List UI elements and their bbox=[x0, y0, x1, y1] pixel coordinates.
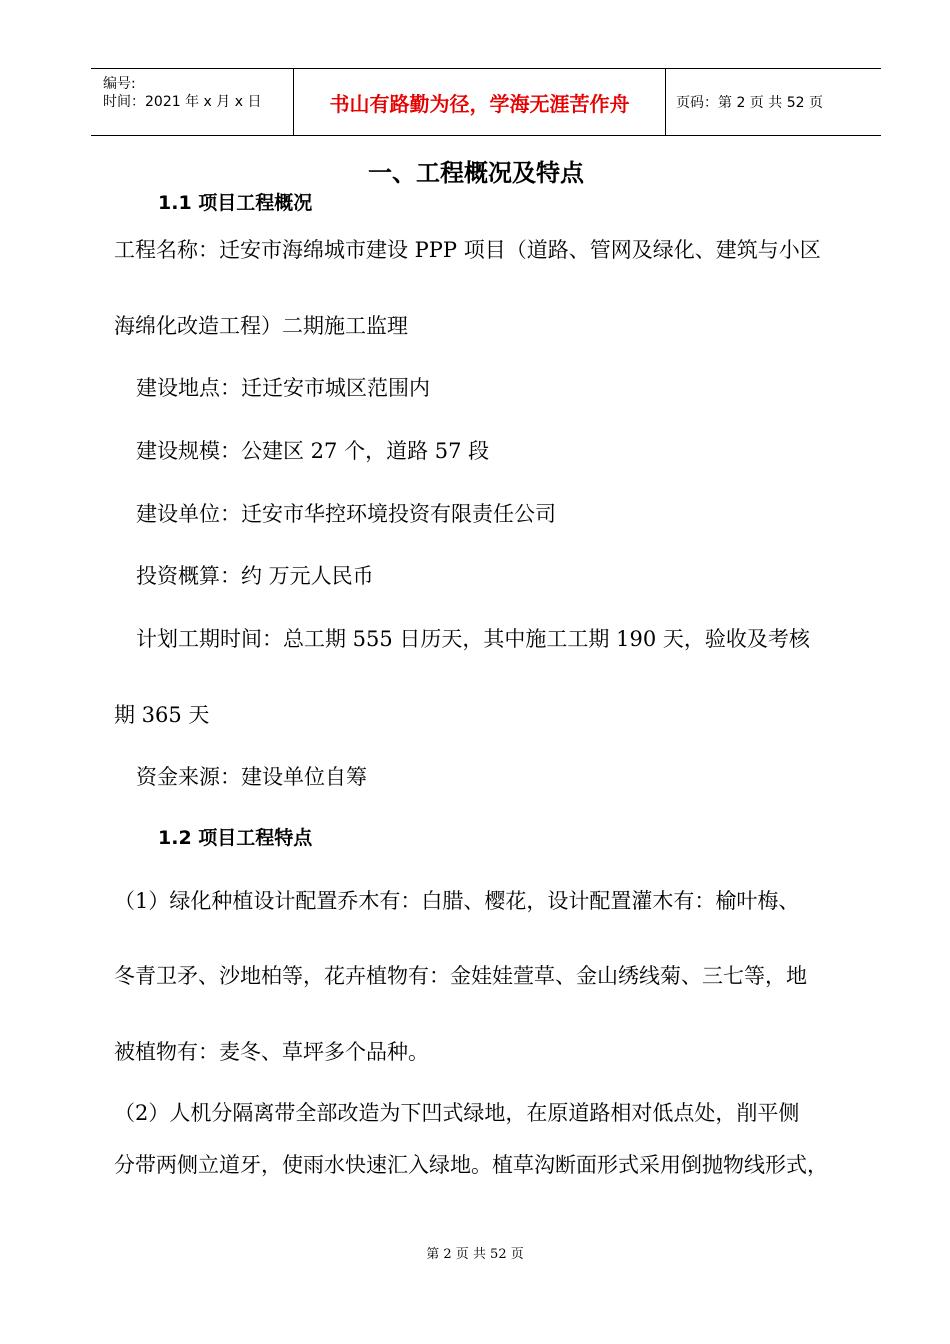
item-2-line-2: 分带两侧立道牙，使雨水快速汇入绿地。植草沟断面形式采用倒抛物线形式， bbox=[114, 1153, 828, 1177]
duration-line-1: 计划工期时间：总工期 555 日历天，其中施工工期 190 天，验收及考核 bbox=[136, 627, 810, 651]
page-title: 一、工程概况及特点 bbox=[368, 159, 584, 187]
item-1-line-1: （1）绿化种植设计配置乔木有：白腊、樱花，设计配置灌木有：榆叶梅、 bbox=[114, 889, 800, 913]
funding-source: 资金来源：建设单位自筹 bbox=[136, 765, 367, 789]
construction-scale: 建设规模：公建区 27 个，道路 57 段 bbox=[136, 439, 490, 463]
item-1-line-3: 被植物有：麦冬、草坪多个品种。 bbox=[114, 1040, 429, 1064]
page-footer: 第 2 页 共 52 页 bbox=[426, 1247, 524, 1262]
construction-unit: 建设单位：迁安市华控环境投资有限责任公司 bbox=[136, 502, 556, 526]
header-motto-cell bbox=[293, 69, 666, 135]
header-page-cell bbox=[666, 69, 881, 135]
item-1-line-2: 冬青卫矛、沙地柏等，花卉植物有：金娃娃萱草、金山绣线菊、三七等，地 bbox=[114, 964, 807, 988]
item-2-line-1: （2）人机分隔离带全部改造为下凹式绿地，在原道路相对低点处，削平侧 bbox=[114, 1101, 800, 1125]
investment-estimate: 投资概算：约 万元人民币 bbox=[136, 564, 374, 588]
time-label: 时间：2021 年 x 月 x 日 bbox=[103, 94, 262, 110]
motto-text: 书山有路勤为径，学海无涯苦作舟 bbox=[329, 92, 630, 116]
document-header bbox=[91, 68, 881, 136]
section-heading-1-2: 1.2 项目工程特点 bbox=[158, 827, 313, 849]
section-heading-1-1: 1.1 项目工程概况 bbox=[158, 192, 313, 214]
serial-label: 编号: bbox=[103, 76, 136, 92]
header-meta-cell bbox=[91, 69, 293, 135]
project-name-line-1: 工程名称：迁安市海绵城市建设 PPP 项目（道路、管网及绿化、建筑与小区 bbox=[114, 238, 821, 262]
page-code: 页码：第 2 页 共 52 页 bbox=[676, 95, 823, 111]
construction-location: 建设地点：迁迁安市城区范围内 bbox=[136, 376, 430, 400]
project-name-line-2: 海绵化改造工程）二期施工监理 bbox=[114, 314, 408, 338]
duration-line-2: 期 365 天 bbox=[114, 703, 210, 727]
